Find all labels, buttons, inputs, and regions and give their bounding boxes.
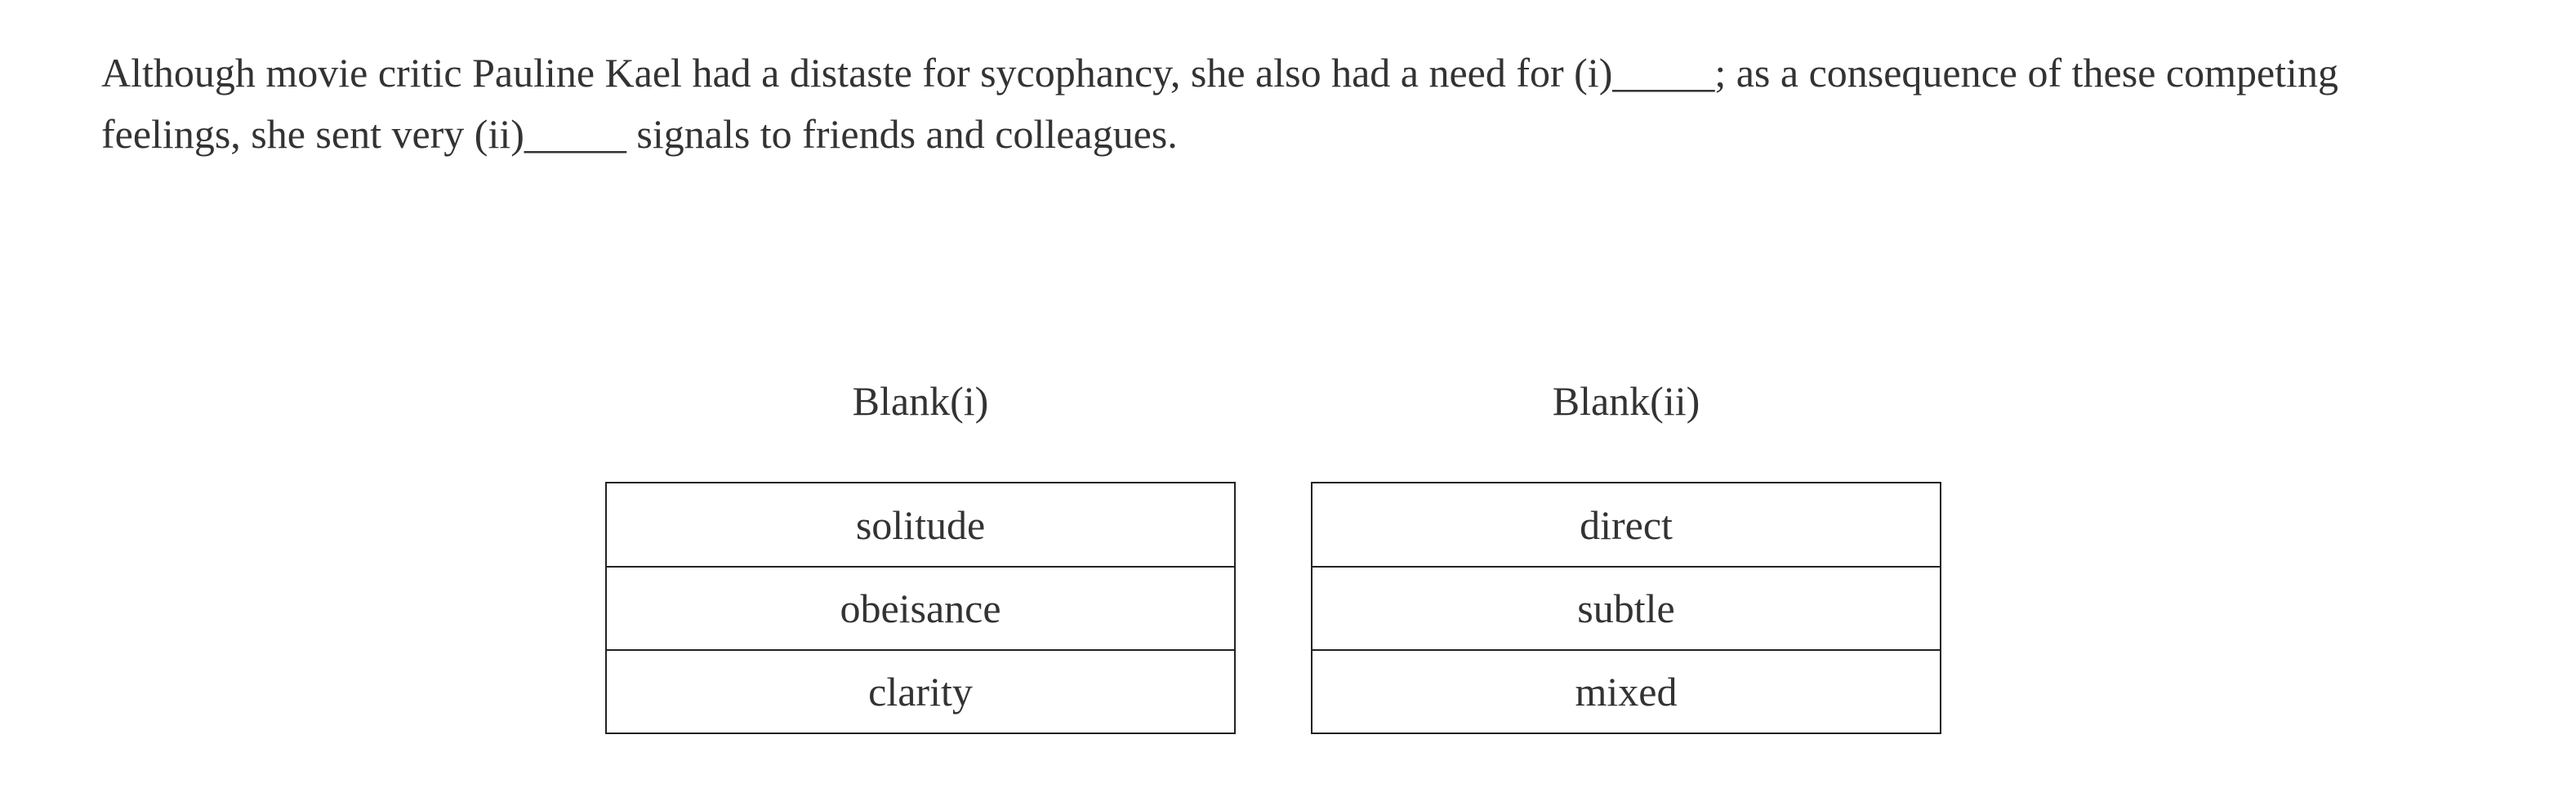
blank-ii-header: Blank(ii) — [1552, 378, 1700, 424]
blank-i-option-obeisance[interactable]: obeisance — [607, 566, 1234, 649]
blank-ii-options — [1311, 482, 1941, 734]
blank-i-column — [605, 374, 1236, 734]
blank-ii-option-direct[interactable]: direct — [1580, 501, 1673, 548]
question-text: Although movie critic Pauline Kael had a distaste for sycophancy, she also had a need for (i)_____; as a consequence of these competing feelings, she sent very (ii)_____ signals to friends and colleagues. — [101, 50, 2338, 157]
blank-i-option-clarity[interactable]: clarity — [607, 649, 1234, 733]
blank-i-option-solitude[interactable]: solitude — [855, 501, 986, 548]
blank-i-options — [605, 482, 1236, 734]
blank-i-header: Blank(i) — [852, 378, 989, 424]
blank-ii-option-subtle[interactable]: subtle — [1313, 566, 1940, 649]
blank-ii-option-mixed[interactable]: mixed — [1313, 649, 1940, 733]
blank-ii-column — [1311, 374, 1941, 734]
